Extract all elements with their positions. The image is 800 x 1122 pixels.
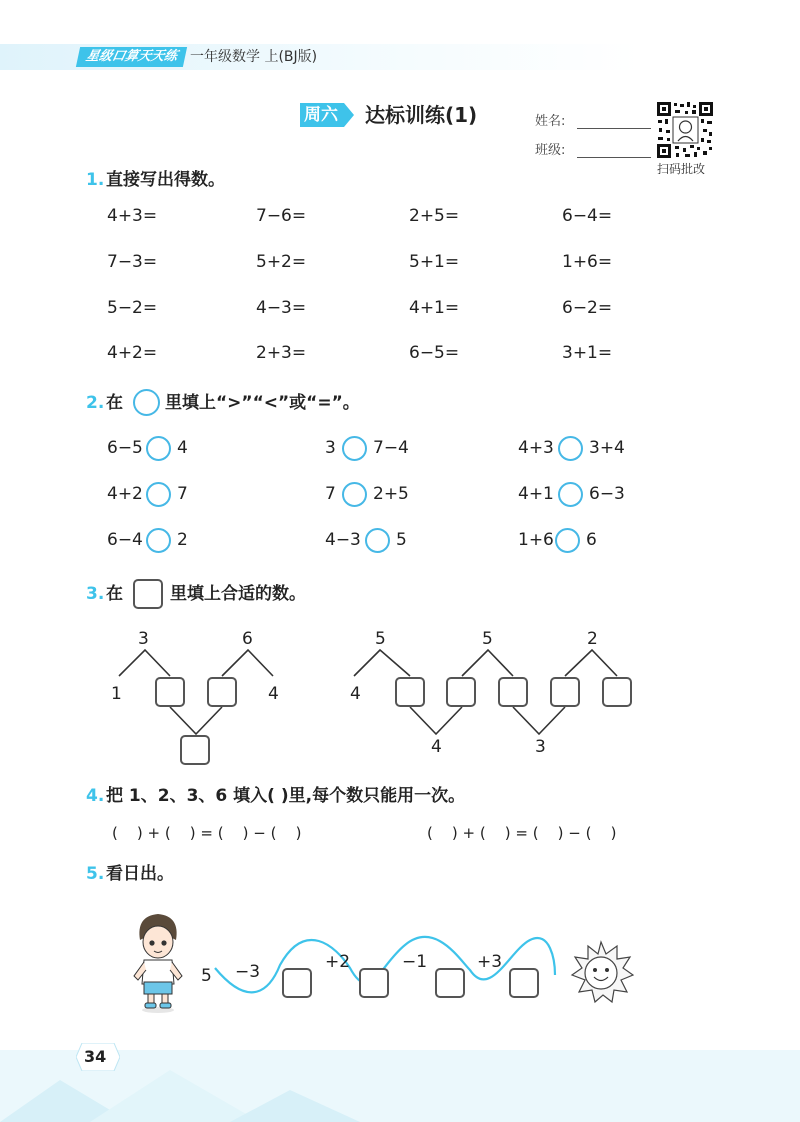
compare-left: 4+2 [107, 484, 143, 504]
q1-expression: 4+1= [409, 298, 460, 318]
compare-left: 4+1 [518, 484, 554, 504]
sunrise-operator: +2 [325, 952, 351, 972]
footer-mountain-pattern [0, 1040, 800, 1122]
q1-expression: 5−2= [107, 298, 158, 318]
q3-number: 3. [86, 584, 105, 604]
boy-illustration-icon [128, 910, 188, 1014]
compare-circle-input[interactable] [555, 528, 580, 553]
compare-circle-input[interactable] [558, 436, 583, 461]
tree-top-number: 2 [587, 629, 598, 649]
compare-right: 2+5 [373, 484, 409, 504]
sunrise-operator: +3 [477, 952, 503, 972]
tree-top-number: 6 [242, 629, 253, 649]
answer-box-input[interactable] [180, 735, 210, 765]
q2-instruction-start: 在 [106, 393, 123, 413]
compare-circle-input[interactable] [365, 528, 390, 553]
answer-box-input[interactable] [550, 677, 580, 707]
q5-instruction: 看日出。 [106, 864, 174, 884]
q1-expression: 3+1= [562, 343, 613, 363]
qr-code-icon[interactable] [657, 102, 713, 158]
q1-expression: 2+5= [409, 206, 460, 226]
series-brand: 星级口算天天练 [76, 47, 187, 67]
compare-right: 6−3 [589, 484, 625, 504]
compare-right: 2 [177, 530, 188, 550]
answer-box-input[interactable] [395, 677, 425, 707]
equation-blank[interactable]: ( ) + ( ) = ( ) − ( ) [112, 824, 302, 842]
compare-right: 7−4 [373, 438, 409, 458]
page-number: 34 [84, 1047, 107, 1066]
compare-left: 3 [325, 438, 336, 458]
q3-instruction-start: 在 [106, 584, 123, 604]
q2-instruction-end: 里填上“>”“<”或“=”。 [165, 393, 360, 413]
tree-bottom-number: 4 [431, 737, 442, 757]
q1-expression: 7−6= [256, 206, 307, 226]
compare-circle-input[interactable] [146, 436, 171, 461]
compare-right: 4 [177, 438, 188, 458]
q1-expression: 6−5= [409, 343, 460, 363]
q1-expression: 1+6= [562, 252, 613, 272]
circle-blank-icon [133, 389, 160, 416]
answer-box-input[interactable] [282, 968, 312, 998]
q1-expression: 2+3= [256, 343, 307, 363]
compare-circle-input[interactable] [146, 482, 171, 507]
compare-right: 3+4 [589, 438, 625, 458]
compare-circle-input[interactable] [342, 436, 367, 461]
tree-top-number: 5 [482, 629, 493, 649]
name-field[interactable] [577, 128, 651, 129]
square-blank-icon [133, 579, 163, 609]
compare-right: 5 [396, 530, 407, 550]
sun-icon [568, 940, 634, 1004]
answer-box-input[interactable] [602, 677, 632, 707]
answer-box-input[interactable] [435, 968, 465, 998]
answer-box-input[interactable] [509, 968, 539, 998]
qr-caption: 扫码批改 [657, 162, 706, 176]
compare-left: 1+6 [518, 530, 554, 550]
compare-left: 6−4 [107, 530, 143, 550]
compare-circle-input[interactable] [342, 482, 367, 507]
class-label: 班级: [535, 143, 566, 158]
tree-side-number: 4 [350, 684, 361, 704]
compare-circle-input[interactable] [558, 482, 583, 507]
name-label: 姓名: [535, 114, 566, 129]
tree-side-number: 4 [268, 684, 279, 704]
sunrise-operator: −3 [235, 962, 261, 982]
q3-instruction-end: 里填上合适的数。 [170, 584, 306, 604]
tree-top-number: 3 [138, 629, 149, 649]
q1-expression: 5+2= [256, 252, 307, 272]
q2-number: 2. [86, 393, 105, 413]
answer-box-input[interactable] [155, 677, 185, 707]
q1-expression: 6−4= [562, 206, 613, 226]
q1-expression: 5+1= [409, 252, 460, 272]
equation-blank[interactable]: ( ) + ( ) = ( ) − ( ) [427, 824, 617, 842]
q1-number: 1. [86, 170, 105, 190]
q1-expression: 7−3= [107, 252, 158, 272]
tree-side-number: 1 [111, 684, 122, 704]
compare-circle-input[interactable] [146, 528, 171, 553]
q1-expression: 4+3= [107, 206, 158, 226]
compare-left: 4−3 [325, 530, 361, 550]
answer-box-input[interactable] [498, 677, 528, 707]
q1-expression: 4−3= [256, 298, 307, 318]
compare-left: 6−5 [107, 438, 143, 458]
answer-box-input[interactable] [359, 968, 389, 998]
day-label: 周六 [304, 105, 338, 125]
compare-left: 7 [325, 484, 336, 504]
sunrise-start-number: 5 [201, 966, 212, 986]
book-subtitle: 一年级数学 上(BJ版) [190, 49, 318, 65]
q1-expression: 4+2= [107, 343, 158, 363]
q5-number: 5. [86, 864, 105, 884]
answer-box-input[interactable] [446, 677, 476, 707]
q1-instruction: 直接写出得数。 [106, 170, 225, 190]
sunrise-operator: −1 [402, 952, 428, 972]
q1-expression: 6−2= [562, 298, 613, 318]
compare-right: 7 [177, 484, 188, 504]
answer-box-input[interactable] [207, 677, 237, 707]
q4-number: 4. [86, 786, 105, 806]
class-field[interactable] [577, 157, 651, 158]
tree-bottom-number: 3 [535, 737, 546, 757]
compare-right: 6 [586, 530, 597, 550]
compare-left: 4+3 [518, 438, 554, 458]
q4-instruction: 把 1、2、3、6 填入( )里,每个数只能用一次。 [106, 786, 466, 806]
tree-top-number: 5 [375, 629, 386, 649]
page-title: 达标训练(1) [365, 103, 478, 127]
